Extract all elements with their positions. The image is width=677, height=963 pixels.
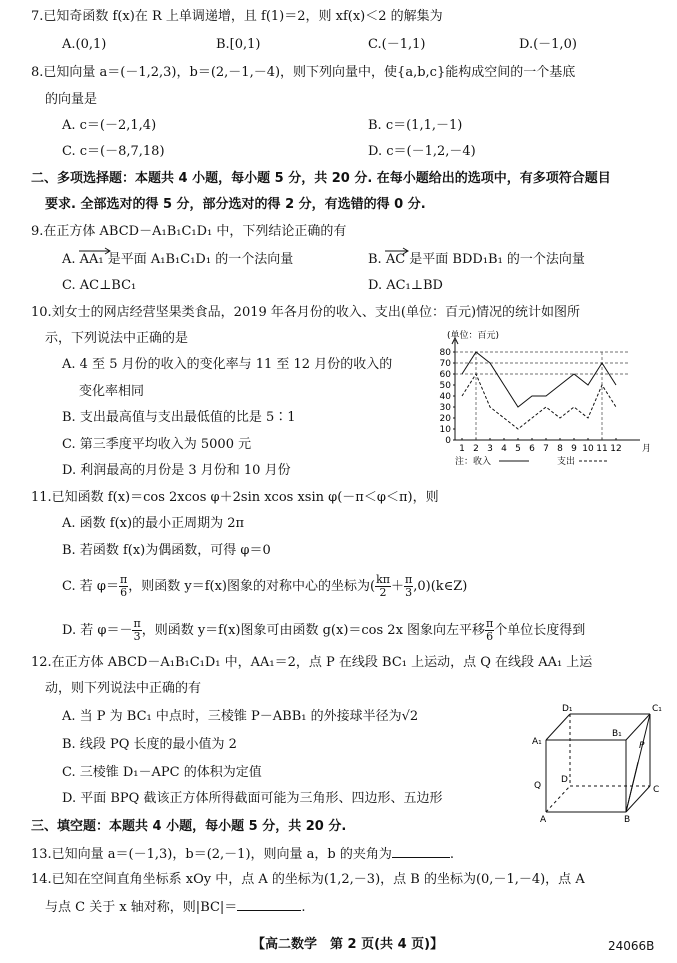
q7-option-b: B.[0,1)	[216, 37, 261, 52]
q7-option-c: C.(－1,1)	[368, 37, 426, 52]
label-d: D	[561, 775, 568, 785]
y-tick-label: 10	[439, 425, 451, 435]
fraction-denominator: 2	[379, 586, 387, 599]
y-tick-label: 60	[439, 370, 451, 380]
fraction-pi-over-3	[404, 574, 413, 599]
q10-option-a-line1: A. 4 至 5 月份的收入的变化率与 11 至 12 月份的收入的	[62, 357, 393, 372]
cube-diagram	[528, 700, 663, 825]
x-tick-label: 5	[515, 444, 521, 454]
label-b: B	[624, 815, 631, 825]
section2-instructions: 要求. 全部选对的得 5 分，部分选对的得 2 分，有选错的得 0 分.	[45, 197, 426, 212]
x-tick-label: 6	[529, 444, 535, 454]
label-a1: A₁	[532, 737, 542, 747]
x-tick-label: 11	[596, 444, 608, 454]
label-p: P	[639, 741, 645, 751]
q8-stem-line2: 的向量是	[45, 92, 98, 107]
x-tick-label: 4	[501, 444, 507, 454]
q8-option-c: C. c＝(－8,7,18)	[62, 144, 165, 159]
q14-stem-line2: 与点 C 关于 x 轴对称，则|BC|＝	[45, 900, 238, 915]
fraction-pi-over-6	[119, 574, 128, 599]
y-tick-label: 40	[439, 392, 451, 402]
legend-expense: 支出	[557, 457, 576, 467]
fraction-numerator: π	[119, 573, 128, 586]
q13-answer-blank[interactable]	[392, 845, 450, 858]
q11-c-middle: ，则函数 y＝f(x)图象的对称中心的坐标为(	[128, 579, 376, 594]
x-axis-end-label: 月	[642, 444, 652, 454]
legend-income: 注：收入	[455, 457, 492, 467]
label-q: Q	[534, 781, 542, 791]
q11-option-b: B. 若函数 f(x)为偶函数，可得 φ＝0	[62, 543, 271, 558]
q12-option-b: B. 线段 PQ 长度的最小值为 2	[62, 737, 237, 752]
income-expense-line-chart	[425, 330, 660, 475]
q12-stem-line2: 动，则下列说法中正确的有	[45, 681, 202, 696]
q14-period: .	[301, 900, 306, 915]
fraction-numerator: π	[133, 617, 141, 630]
label-c1: C₁	[652, 704, 662, 714]
fraction-denominator: 3	[133, 630, 141, 643]
q10-option-d: D. 利润最高的月份是 3 月份和 10 月份	[62, 463, 291, 478]
fraction-numerator: π	[404, 573, 413, 586]
q9-stem: 9.在正方体 ABCD－A₁B₁C₁D₁ 中，下列结论正确的有	[31, 224, 347, 239]
q13-line	[31, 845, 454, 864]
x-tick-label: 12	[610, 444, 622, 454]
fraction-denominator: 6	[486, 630, 494, 643]
edge-a1-d1	[546, 714, 570, 740]
x-tick-label: 2	[473, 444, 479, 454]
q7-option-d: D.(－1,0)	[519, 37, 577, 52]
y-tick-label: 70	[439, 359, 451, 369]
x-tick-label: 8	[557, 444, 563, 454]
expense-series-line	[462, 374, 616, 429]
q14-answer-blank[interactable]	[237, 898, 301, 911]
q9-option-d: D. AC₁⊥BD	[368, 278, 443, 293]
q11-c-prefix: C. 若 φ＝	[62, 579, 119, 594]
x-tick-label: 1	[459, 444, 465, 454]
q12-option-a: A. 当 P 为 BC₁ 中点时，三棱锥 P－ABB₁ 的外接球半径为√2	[62, 709, 419, 724]
fraction-denominator: 3	[405, 586, 413, 599]
q11-option-a: A. 函数 f(x)的最小正周期为 2π	[62, 516, 245, 531]
y-tick-label: 20	[439, 414, 451, 424]
q11-stem: 11.已知函数 f(x)＝cos 2xcos φ＋2sin xcos xsin φ(－π＜φ＜π)，则	[31, 490, 439, 505]
label-b1: B₁	[612, 729, 622, 739]
q8-option-d: D. c＝(－1,2,－4)	[368, 144, 476, 159]
fraction-denominator: 6	[120, 586, 128, 599]
q11-d-middle: ，则函数 y＝f(x)图象可由函数 g(x)＝cos 2x 图象向左平移	[141, 623, 486, 638]
q10-stem-line2: 示，下列说法中正确的是	[45, 331, 189, 346]
q11-d-end: 个单位长度得到	[494, 623, 586, 638]
q8-stem-line1: 8.已知向量 a＝(－1,2,3)，b＝(2,－1,－4)，则下列向量中，使{a,b,c}能构成空间的一个基底	[31, 65, 576, 80]
q12-option-d: D. 平面 BPQ 截该正方体所得截面可能为三角形、四边形、五边形	[62, 791, 443, 806]
y-tick-label: 0	[445, 436, 451, 446]
fraction-pi-over-6	[485, 618, 494, 643]
q10-option-c: C. 第三季度平均收入为 5000 元	[62, 437, 252, 452]
fraction-pi-over-3	[132, 618, 141, 643]
fraction-numerator: kπ	[376, 573, 390, 586]
q12-stem-line1: 12.在正方体 ABCD－A₁B₁C₁D₁ 中，AA₁＝2，点 P 在线段 BC₁ 上运动，点 Q 在线段 AA₁ 上运	[31, 655, 593, 670]
y-tick-label: 50	[439, 381, 451, 391]
q13-period: .	[449, 847, 454, 862]
label-a: A	[540, 815, 547, 825]
q10-option-b: B. 支出最高值与支出最低值的比是 5∶1	[62, 410, 296, 425]
q10-stem-line1: 10.刘女士的网店经营坚果类食品，2019 年各月份的收入、支出(单位：百元)情况的统计如图所	[31, 305, 581, 320]
fraction-kpi-over-2	[375, 574, 391, 599]
x-tick-label: 10	[582, 444, 594, 454]
x-tick-label: 7	[543, 444, 549, 454]
q9-option-a: A. AA₁ 是平面 A₁B₁C₁D₁ 的一个法向量	[62, 252, 294, 267]
q14-stem-line1: 14.已知在空间直角坐标系 xOy 中，点 A 的坐标为(1,2,－3)，点 B 的坐标为(0,－1,－4)，点 A	[31, 872, 585, 887]
y-tick-label: 80	[439, 348, 451, 358]
q11-c-plus: ＋	[390, 579, 404, 594]
q9-option-c: C. AC⊥BC₁	[62, 278, 137, 293]
q11-option-c	[62, 574, 467, 599]
section2-heading: 二、多项选择题：本题共 4 小题，每小题 5 分，共 20 分. 在每小题给出的选项中，有多项符合题目	[31, 171, 611, 186]
x-tick-label: 9	[571, 444, 577, 454]
x-tick-label: 3	[487, 444, 493, 454]
q9-option-b: B. AC 是平面 BDD₁B₁ 的一个法向量	[368, 252, 585, 267]
fraction-numerator: π	[486, 617, 494, 630]
q13-stem: 13.已知向量 a＝(－1,3)，b＝(2,－1)，则向量 a，b 的夹角为	[31, 847, 392, 862]
y-unit-label: (单位：百元)	[447, 331, 500, 341]
y-tick-label: 30	[439, 403, 451, 413]
page-footer-center: 【高二数学 第 2 页(共 4 页)】	[252, 937, 444, 952]
segment-b-p	[626, 762, 638, 812]
q7-stem: 7.已知奇函数 f(x)在 R 上单调递增，且 f(1)＝2，则 xf(x)＜2 的解集为	[31, 9, 443, 24]
q11-d-prefix: D. 若 φ＝－	[62, 623, 133, 638]
q14-line2	[45, 898, 305, 917]
edge-a-d-hidden	[546, 786, 570, 812]
q12-option-c: C. 三棱锥 D₁－APC 的体积为定值	[62, 765, 262, 780]
section3-heading: 三、填空题：本题共 4 小题，每小题 5 分，共 20 分.	[31, 819, 347, 834]
label-c: C	[653, 785, 660, 795]
q8-option-a: A. c＝(－2,1,4)	[62, 118, 157, 133]
q10-option-a-line2: 变化率相同	[79, 384, 145, 399]
label-d1: D₁	[562, 704, 573, 714]
q8-option-b: B. c＝(1,1,－1)	[368, 118, 463, 133]
income-series-line	[462, 352, 616, 407]
paper-code: 24066B	[608, 939, 655, 953]
q11-c-end: ,0)(k∈Z)	[413, 579, 468, 594]
q7-option-a: A.(0,1)	[62, 37, 107, 52]
q11-option-d	[62, 618, 585, 643]
